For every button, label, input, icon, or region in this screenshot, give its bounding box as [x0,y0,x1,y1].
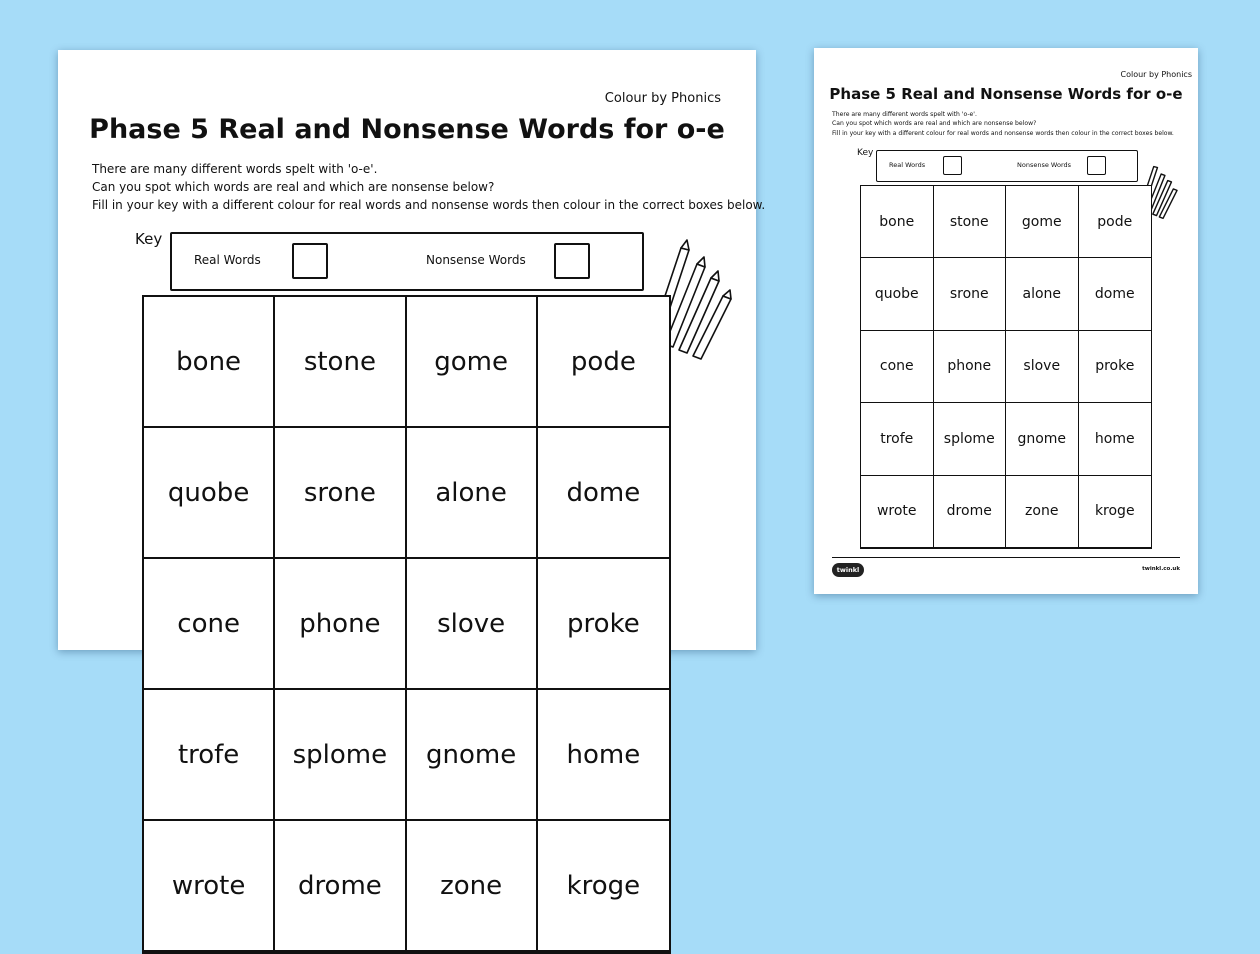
word-grid [142,295,671,954]
word-cell-phone[interactable]: phone [934,331,1007,403]
footer-site: twinkl.co.uk [1142,566,1180,572]
word-cell-pode[interactable]: pode [538,297,669,428]
word-cell-gnome[interactable]: gnome [1006,403,1079,475]
word-cell-pode[interactable]: pode [1079,186,1152,258]
word-grid [860,185,1152,549]
word-cell-bone[interactable]: bone [861,186,934,258]
instruction-line: Fill in your key with a different colour for real words and nonsense words then colour in the correct boxes below. [92,198,766,212]
word-cell-phone[interactable]: phone [275,559,406,690]
word-cell-quobe[interactable]: quobe [861,258,934,330]
word-cell-cone[interactable]: cone [861,331,934,403]
word-cell-slove[interactable]: slove [407,559,538,690]
worksheet-title: Phase 5 Real and Nonsense Words for o-e [829,85,1183,103]
word-cell-drome[interactable]: drome [934,476,1007,548]
word-cell-proke[interactable]: proke [1079,331,1152,403]
word-cell-home[interactable]: home [538,690,669,821]
word-cell-proke[interactable]: proke [538,559,669,690]
word-cell-dome[interactable]: dome [1079,258,1152,330]
footer-divider [832,557,1180,558]
key-label: Key [857,148,874,158]
twinkl-logo: twinkl [832,563,864,577]
brand-label: Colour by Phonics [1120,70,1192,79]
word-cell-trofe[interactable]: trofe [144,690,275,821]
word-cell-slove[interactable]: slove [1006,331,1079,403]
worksheet-preview [814,48,1198,594]
instruction-line: Can you spot which words are real and which are nonsense below? [92,180,495,194]
word-cell-wrote[interactable]: wrote [144,821,275,952]
instruction-line: There are many different words spelt with 'o-e'. [832,111,977,118]
word-cell-splome[interactable]: splome [275,690,406,821]
word-cell-zone[interactable]: zone [1006,476,1079,548]
word-cell-zone[interactable]: zone [407,821,538,952]
key-real-words-swatch[interactable] [292,243,328,279]
word-cell-alone[interactable]: alone [1006,258,1079,330]
instruction-line: Can you spot which words are real and which are nonsense below? [832,120,1037,128]
key-real-words-label: Real Words [889,161,926,169]
word-cell-home[interactable]: home [1079,403,1152,475]
word-cell-srone[interactable]: srone [275,428,406,559]
word-cell-kroge[interactable]: kroge [538,821,669,952]
word-cell-quobe[interactable]: quobe [144,428,275,559]
word-cell-srone[interactable]: srone [934,258,1007,330]
key-real-words-label: Real Words [194,253,261,267]
word-cell-stone[interactable]: stone [275,297,406,428]
worksheet-zoomed [58,50,766,901]
word-cell-trofe[interactable]: trofe [861,403,934,475]
instruction-line: There are many different words spelt with 'o-e'. [92,162,378,176]
key-nonsense-words-swatch[interactable] [1087,156,1106,175]
key-box [876,150,1138,182]
instruction-line: Fill in your key with a different colour for real words and nonsense words then colour in the correct boxes below. [832,129,1174,137]
word-cell-dome[interactable]: dome [538,428,669,559]
word-cell-bone[interactable]: bone [144,297,275,428]
word-cell-stone[interactable]: stone [934,186,1007,258]
word-cell-gnome[interactable]: gnome [407,690,538,821]
brand-label: Colour by Phonics [604,91,721,106]
word-cell-drome[interactable]: drome [275,821,406,952]
key-real-words-swatch[interactable] [943,156,962,175]
key-nonsense-words-label: Nonsense Words [1017,161,1072,169]
instructions [832,110,1174,138]
worksheet-title: Phase 5 Real and Nonsense Words for o-e [89,114,725,145]
word-cell-kroge[interactable]: kroge [1079,476,1152,548]
word-cell-cone[interactable]: cone [144,559,275,690]
word-cell-splome[interactable]: splome [934,403,1007,475]
word-cell-gome[interactable]: gome [1006,186,1079,258]
instructions [92,160,765,214]
key-box [170,232,644,291]
word-cell-wrote[interactable]: wrote [861,476,934,548]
word-cell-alone[interactable]: alone [407,428,538,559]
word-cell-gome[interactable]: gome [407,297,538,428]
key-nonsense-words-swatch[interactable] [554,243,590,279]
key-label: Key [135,230,163,248]
key-nonsense-words-label: Nonsense Words [426,253,526,267]
